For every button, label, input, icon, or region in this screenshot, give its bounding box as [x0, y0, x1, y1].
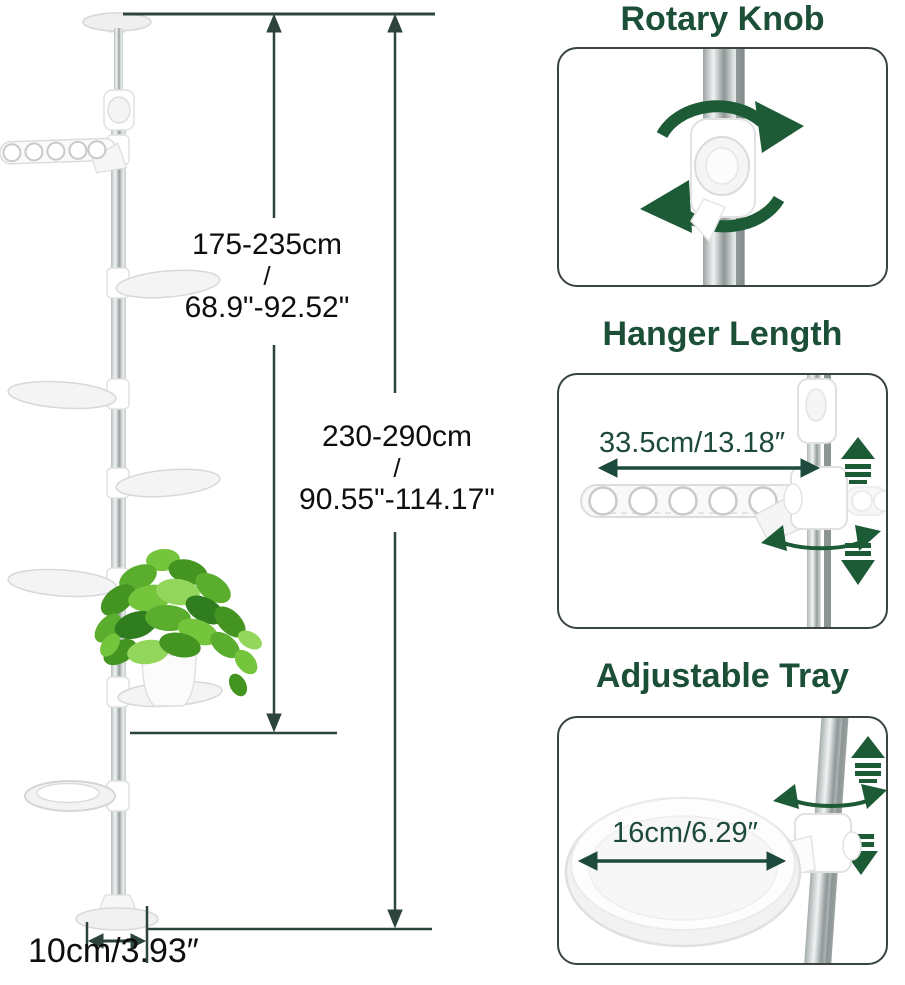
pole-height-separator: /: [263, 261, 271, 291]
pole-height-cm: 175-235cm: [191, 228, 343, 261]
up-arrow-icon: [851, 736, 885, 783]
hanger-length-illustration: [559, 375, 886, 627]
length-dimension-arrow: [599, 459, 819, 477]
tray: [7, 378, 117, 411]
down-arrow-icon: [267, 714, 281, 731]
rotary-knob-illustration: [559, 49, 886, 285]
pole-height-label: [157, 228, 377, 324]
panel-title-adjustable-tray: Adjustable Tray: [595, 657, 850, 695]
panel-title-hanger-length: Hanger Length: [602, 315, 843, 353]
up-arrow-icon: [267, 15, 281, 32]
ring-tray: [25, 781, 115, 811]
floor-base: [76, 895, 158, 930]
pole-rotary-knob: [104, 90, 134, 130]
up-arrow-icon: [388, 15, 402, 32]
tray: [115, 466, 221, 501]
panel-hanger-length: [557, 373, 888, 629]
panel-rotary-knob: [557, 47, 888, 287]
base-width-label: 10cm/3.93″: [28, 932, 199, 970]
down-arrow-icon: [841, 543, 875, 585]
total-height-label: [287, 420, 507, 516]
hanger-arm-extended-ghost: [845, 487, 886, 515]
hanger-arm: [0, 138, 127, 176]
tray-diameter-measurement: 16cm/6.29″: [612, 817, 758, 849]
up-arrow-icon: [841, 437, 875, 484]
down-arrow-icon: [388, 910, 402, 927]
hanger-length-measurement: 33.5cm/13.18″: [599, 427, 785, 459]
pole-clamp-closeup: [784, 467, 847, 529]
panel-title-rotary-knob: Rotary Knob: [620, 0, 825, 38]
panel-adjustable-tray: [557, 716, 888, 965]
total-height-cm: 230-290cm: [321, 420, 473, 453]
tray: [7, 566, 117, 599]
total-height-inch: 90.55"-114.17": [299, 483, 495, 516]
pole-height-inch: 68.9"-92.52": [184, 291, 350, 324]
total-height-separator: /: [393, 453, 401, 483]
